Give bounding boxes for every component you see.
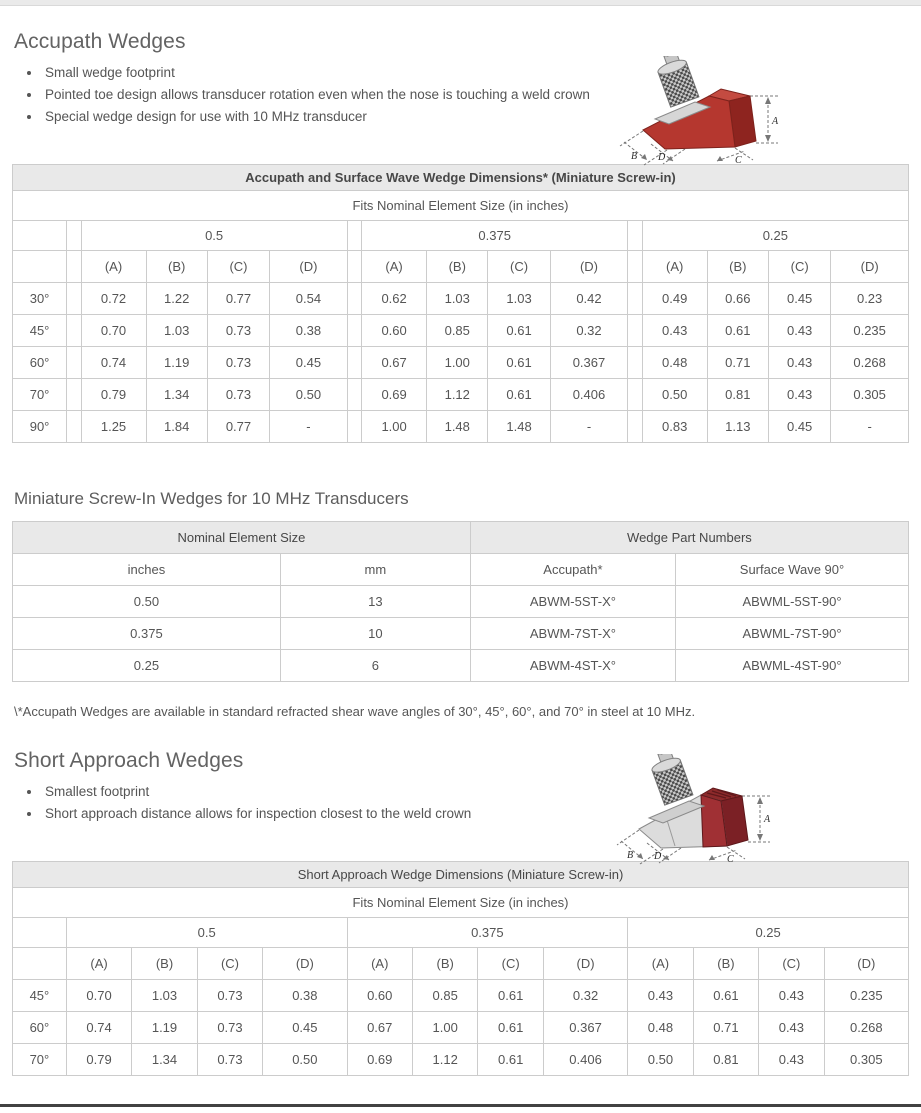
value-cell: 0.61 (707, 315, 768, 347)
table-body (13, 522, 909, 682)
dim-header-cell: (C) (478, 948, 543, 980)
angle-cell: 70° (13, 379, 67, 411)
value-cell: 1.22 (146, 283, 207, 315)
data-row (13, 283, 909, 315)
separator-cell (67, 347, 81, 379)
separator-cell (67, 283, 81, 315)
value-cell: 0.25 (13, 650, 281, 682)
value-cell: 0.73 (197, 980, 262, 1012)
value-cell: ABWM-7ST-X° (470, 618, 675, 650)
table-subtitle-row (13, 888, 909, 918)
value-cell: 1.03 (488, 283, 550, 315)
value-cell: 0.60 (362, 315, 427, 347)
value-cell: 13 (280, 586, 470, 618)
angle-header-cell (13, 221, 67, 251)
separator-cell (628, 379, 642, 411)
value-cell: ABWML-7ST-90° (676, 618, 909, 650)
value-cell: 0.73 (207, 315, 269, 347)
value-cell: 0.367 (543, 1012, 627, 1044)
angle-cell: 60° (13, 347, 67, 379)
value-cell: 0.48 (642, 347, 707, 379)
element-size-header-row (13, 221, 909, 251)
data-row (13, 618, 909, 650)
value-cell: 0.73 (207, 379, 269, 411)
column-header-row (13, 554, 909, 586)
section-title-short-approach-wedges: Short Approach Wedges (14, 749, 244, 772)
value-cell: 0.48 (628, 1012, 693, 1044)
element-size-header-cell: 0.5 (81, 221, 347, 251)
value-cell: 0.45 (769, 283, 831, 315)
separator-cell (628, 347, 642, 379)
value-cell: 0.43 (759, 1044, 824, 1076)
angle-header-cell (13, 918, 67, 948)
value-cell: - (550, 411, 628, 443)
dim-label-b: B (631, 151, 638, 162)
value-cell: 1.25 (81, 411, 146, 443)
wedge-body (639, 788, 748, 848)
data-row (13, 1012, 909, 1044)
value-cell: 0.406 (550, 379, 628, 411)
value-cell: 0.71 (707, 347, 768, 379)
value-cell: 0.43 (769, 379, 831, 411)
separator-cell (628, 221, 642, 251)
value-cell: 0.305 (824, 1044, 908, 1076)
separator-cell (67, 379, 81, 411)
element-size-header-cell: 0.375 (362, 221, 628, 251)
dim-label-a: A (764, 814, 771, 825)
dim-label-b: B (627, 850, 634, 861)
value-cell: 1.34 (146, 379, 207, 411)
element-size-header-cell: 0.25 (628, 918, 909, 948)
value-cell: 0.43 (769, 315, 831, 347)
value-cell: 0.235 (831, 315, 909, 347)
value-cell: 0.268 (831, 347, 909, 379)
angle-cell: 60° (13, 1012, 67, 1044)
dim-label-a: A (772, 116, 779, 127)
dim-header-cell: (D) (543, 948, 627, 980)
wedge-body (643, 89, 756, 149)
separator-cell (347, 347, 361, 379)
dim-header-cell: (B) (427, 251, 488, 283)
column-header-cell: mm (280, 554, 470, 586)
table-title: Accupath and Surface Wave Wedge Dimensions* (Miniature Screw-in) (13, 165, 909, 191)
value-cell: 0.305 (831, 379, 909, 411)
dim-header-cell: (C) (769, 251, 831, 283)
value-cell: 1.13 (707, 411, 768, 443)
data-row (13, 411, 909, 443)
separator-cell (347, 283, 361, 315)
separator-cell (67, 315, 81, 347)
separator-cell (628, 315, 642, 347)
accupath-dimensions-table (12, 164, 909, 443)
value-cell: 0.85 (412, 980, 477, 1012)
separator-cell (347, 411, 361, 443)
table-title-row (13, 165, 909, 191)
dim-header-cell: (C) (488, 251, 550, 283)
dim-label-d: D (658, 152, 666, 163)
separator-cell (347, 221, 361, 251)
value-cell: ABWML-5ST-90° (676, 586, 909, 618)
value-cell: 0.77 (207, 283, 269, 315)
data-row (13, 347, 909, 379)
bullet-item: • Smallest footprint (42, 781, 909, 803)
value-cell: 0.38 (270, 315, 348, 347)
value-cell: 0.67 (362, 347, 427, 379)
value-cell: 1.00 (427, 347, 488, 379)
value-cell: 0.62 (362, 283, 427, 315)
value-cell: 0.235 (824, 980, 908, 1012)
angle-cell: 45° (13, 980, 67, 1012)
angle-cell: 90° (13, 411, 67, 443)
value-cell: 0.32 (543, 980, 627, 1012)
section-title-miniature-screw-in: Miniature Screw-In Wedges for 10 MHz Transducers (14, 489, 409, 508)
dim-label-c: C (735, 155, 742, 166)
column-header-cell: Accupath* (470, 554, 675, 586)
value-cell: ABWM-5ST-X° (470, 586, 675, 618)
content (0, 30, 921, 1076)
value-cell: 0.60 (347, 980, 412, 1012)
dim-header-cell: (B) (412, 948, 477, 980)
value-cell: 0.85 (427, 315, 488, 347)
value-cell: 1.00 (412, 1012, 477, 1044)
dim-header-cell: (A) (347, 948, 412, 980)
column-header-cell: Surface Wave 90° (676, 554, 909, 586)
value-cell: 0.69 (347, 1044, 412, 1076)
value-cell: 6 (280, 650, 470, 682)
value-cell: 1.03 (146, 315, 207, 347)
angle-header-cell (13, 948, 67, 980)
value-cell: 0.38 (263, 980, 347, 1012)
value-cell: 0.61 (488, 347, 550, 379)
value-cell: 1.48 (488, 411, 550, 443)
value-cell: 0.73 (197, 1012, 262, 1044)
dim-header-cell: (C) (207, 251, 269, 283)
table-title: Short Approach Wedge Dimensions (Miniature Screw-in) (13, 862, 909, 888)
value-cell: 0.50 (263, 1044, 347, 1076)
value-cell: 0.45 (270, 347, 348, 379)
bullet-item: • Small wedge footprint (42, 62, 909, 84)
separator-cell (628, 411, 642, 443)
dim-header-cell: (D) (824, 948, 908, 980)
value-cell: - (270, 411, 348, 443)
value-cell: 0.61 (478, 1044, 543, 1076)
bullet-item: • Special wedge design for use with 10 MHz transducer (42, 106, 909, 128)
angle-cell: 70° (13, 1044, 67, 1076)
value-cell: 0.81 (693, 1044, 758, 1076)
data-row (13, 379, 909, 411)
value-cell: 0.43 (759, 980, 824, 1012)
value-cell: ABWML-4ST-90° (676, 650, 909, 682)
value-cell: 0.268 (824, 1012, 908, 1044)
value-cell: 1.12 (427, 379, 488, 411)
value-cell: 0.45 (263, 1012, 347, 1044)
data-row (13, 1044, 909, 1076)
dim-header-cell: (D) (270, 251, 348, 283)
table-subtitle: Fits Nominal Element Size (in inches) (13, 888, 909, 918)
dim-header-cell: (A) (66, 948, 131, 980)
dim-header-cell: (D) (831, 251, 909, 283)
dim-label-d: D (654, 851, 662, 862)
table-subtitle: Fits Nominal Element Size (in inches) (13, 191, 909, 221)
separator-cell (347, 379, 361, 411)
value-cell: 0.83 (642, 411, 707, 443)
footnote: \*Accupath Wedges are available in standard refracted shear wave angles of 30°, 45°, 60°, and 70° in steel at 10 MHz. (14, 704, 696, 719)
value-cell: 0.49 (642, 283, 707, 315)
value-cell: 10 (280, 618, 470, 650)
value-cell: 1.34 (132, 1044, 197, 1076)
table-subtitle-row (13, 191, 909, 221)
value-cell: 1.19 (132, 1012, 197, 1044)
data-row (13, 315, 909, 347)
section-title-accupath-wedges: Accupath Wedges (14, 30, 186, 53)
value-cell: 1.03 (427, 283, 488, 315)
separator-cell (347, 251, 361, 283)
angle-cell: 45° (13, 315, 67, 347)
part-numbers-table (12, 521, 909, 682)
value-cell: 0.61 (488, 315, 550, 347)
separator-cell (67, 221, 81, 251)
dim-header-cell: (D) (550, 251, 628, 283)
dim-header-cell: (A) (642, 251, 707, 283)
value-cell: 0.54 (270, 283, 348, 315)
value-cell: 1.84 (146, 411, 207, 443)
dim-header-row (13, 251, 909, 283)
value-cell: 0.73 (207, 347, 269, 379)
value-cell: 0.23 (831, 283, 909, 315)
separator-cell (628, 283, 642, 315)
value-cell: 0.66 (707, 283, 768, 315)
top-divider-bar (0, 0, 921, 6)
value-cell: 1.00 (362, 411, 427, 443)
group-header-cell: Wedge Part Numbers (470, 522, 908, 554)
dim-header-cell: (B) (693, 948, 758, 980)
separator-cell (347, 315, 361, 347)
element-size-header-cell: 0.5 (66, 918, 347, 948)
value-cell: 0.50 (270, 379, 348, 411)
value-cell: 0.77 (207, 411, 269, 443)
separator-cell (67, 251, 81, 283)
screw-connector (646, 754, 693, 805)
data-row (13, 650, 909, 682)
element-size-header-row (13, 918, 909, 948)
dim-header-cell: (B) (707, 251, 768, 283)
value-cell: 0.367 (550, 347, 628, 379)
value-cell: 1.03 (132, 980, 197, 1012)
value-cell: 0.43 (759, 1012, 824, 1044)
value-cell: 0.61 (488, 379, 550, 411)
value-cell: 0.71 (693, 1012, 758, 1044)
dim-header-cell: (D) (263, 948, 347, 980)
bullet-item: • Pointed toe design allows transducer rotation even when the nose is touching a weld crown (42, 84, 909, 106)
value-cell: 0.406 (543, 1044, 627, 1076)
value-cell: ABWM-4ST-X° (470, 650, 675, 682)
value-cell: 0.74 (66, 1012, 131, 1044)
separator-cell (67, 411, 81, 443)
data-row (13, 980, 909, 1012)
value-cell: 0.50 (642, 379, 707, 411)
value-cell: 0.61 (478, 980, 543, 1012)
column-header-cell: inches (13, 554, 281, 586)
value-cell: 0.50 (628, 1044, 693, 1076)
value-cell: 0.67 (347, 1012, 412, 1044)
value-cell: 0.45 (769, 411, 831, 443)
group-header-row (13, 522, 909, 554)
value-cell: 0.79 (81, 379, 146, 411)
value-cell: 0.70 (81, 315, 146, 347)
value-cell: 0.43 (769, 347, 831, 379)
separator-cell (628, 251, 642, 283)
value-cell: 0.81 (707, 379, 768, 411)
value-cell: 0.43 (628, 980, 693, 1012)
value-cell: 0.74 (81, 347, 146, 379)
value-cell: 0.70 (66, 980, 131, 1012)
short-approach-dimensions-table (12, 861, 909, 1076)
dim-header-cell: (C) (197, 948, 262, 980)
group-header-cell: Nominal Element Size (13, 522, 471, 554)
dim-header-cell: (C) (759, 948, 824, 980)
dim-label-c: C (727, 854, 734, 865)
value-cell: 1.19 (146, 347, 207, 379)
table-body (13, 862, 909, 1076)
accupath-wedge-image (617, 56, 797, 166)
value-cell: 0.43 (642, 315, 707, 347)
value-cell: 0.61 (478, 1012, 543, 1044)
dim-header-cell: (A) (81, 251, 146, 283)
bullet-item: • Short approach distance allows for inspection closest to the weld crown (42, 803, 909, 825)
table-body (13, 165, 909, 443)
value-cell: 0.79 (66, 1044, 131, 1076)
bottom-divider-bar (0, 1104, 921, 1107)
value-cell: 0.72 (81, 283, 146, 315)
value-cell: 0.42 (550, 283, 628, 315)
value-cell: 0.73 (197, 1044, 262, 1076)
value-cell: 0.375 (13, 618, 281, 650)
angle-header-cell (13, 251, 67, 283)
value-cell: 1.48 (427, 411, 488, 443)
dim-header-cell: (A) (362, 251, 427, 283)
value-cell: - (831, 411, 909, 443)
value-cell: 0.50 (13, 586, 281, 618)
element-size-header-cell: 0.375 (347, 918, 628, 948)
dim-header-cell: (B) (132, 948, 197, 980)
short-approach-wedge-image (615, 754, 785, 866)
dim-header-cell: (A) (628, 948, 693, 980)
dim-header-cell: (B) (146, 251, 207, 283)
screw-connector (652, 56, 699, 107)
value-cell: 0.69 (362, 379, 427, 411)
value-cell: 0.61 (693, 980, 758, 1012)
value-cell: 1.12 (412, 1044, 477, 1076)
angle-cell: 30° (13, 283, 67, 315)
value-cell: 0.32 (550, 315, 628, 347)
dim-header-row (13, 948, 909, 980)
element-size-header-cell: 0.25 (642, 221, 908, 251)
data-row (13, 586, 909, 618)
